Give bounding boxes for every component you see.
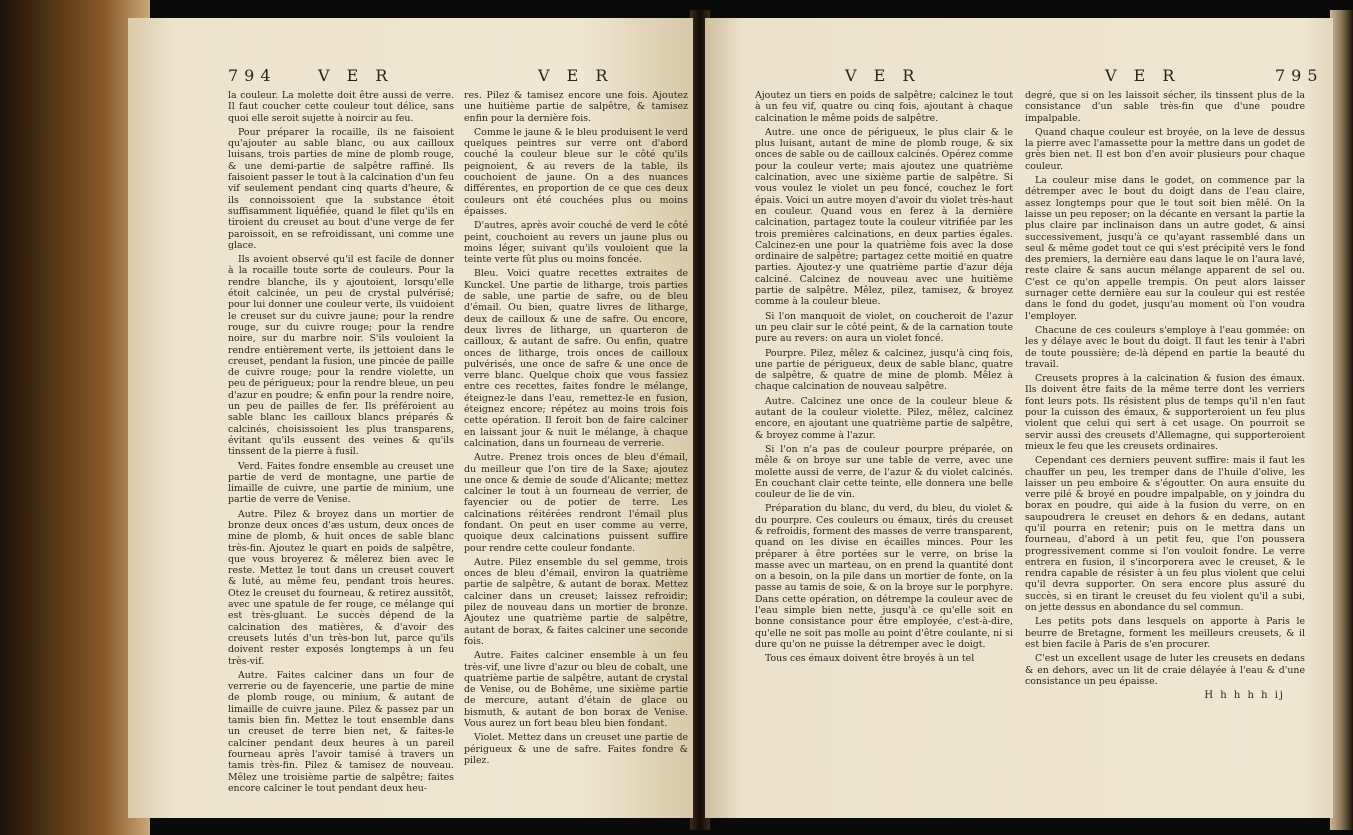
paragraph: Si l'on manquoit de violet, on coucheroit de l'azur un peu clair sur le côté peint, & de la carnation toute pure au revers: on aura un violet foncé.	[755, 310, 1013, 345]
right-column-2	[1025, 90, 1305, 810]
paragraph: Autre. Calcinez une once de la couleur bleue & autant de la couleur violette. Pilez, mêlez, calcinez encore, en ajoutant une quatrième partie de salpêtre, & broyez comme à l'azur.	[755, 395, 1013, 441]
paragraph: Autre. Faites calciner dans un four de verrerie ou de fayencerie, une partie de mine de plomb rouge, ou minium, & autant de limaille de cuivre jaune. Pilez & passez par un tamis bien fin. Mettez le tout ensemble dans un creuset de terre bien net, & faites-le calciner pendant deux heures à un pareil fourneau après l'avoir tamisé à travers un tamis très-fin. Pilez & tamisez de nouveau. Mêlez une troisième partie de salpêtre; faites encore calciner le tout pendant deux heu-	[228, 669, 454, 794]
paragraph: Pour préparer la rocaille, ils ne faisoient qu'ajouter au sable blanc, ou aux cailloux luisans, trois parties de mine de plomb rouge, & une demi-partie de salpêtre raffiné. Ils faisoient passer le tout à la calcination d'un feu vif seulement pendant cinq quarts d'heure, & ils connoissoient que la substance étoit suffisamment liquéfiée, quand le filet qu'ils en tiroient du creuset au bout d'une verge de fer paroissoit, en se refroidissant, uni comme une glace.	[228, 126, 454, 251]
left-page-number: 794	[228, 66, 277, 85]
right-running-head-b: V E R	[1105, 66, 1181, 85]
paragraph: Comme le jaune & le bleu produisent le verd quelques peintres sur verre ont d'abord couché la couleur bleue sur le côté qu'ils peignoient, & au revers de la table, ils couchoient de jaune. On a des nuances différentes, en proportion de ce que ces deux couleurs ont été couchées plus ou moins épaisses.	[464, 126, 688, 217]
paragraph: Les petits pots dans lesquels on apporte à Paris le beurre de Bretagne, forment les meilleurs creusets, & il est bien facile à Paris de s'en procurer.	[1025, 616, 1305, 650]
paragraph: Si l'on n'a pas de couleur pourpre préparée, on mêle & on broye sur une table de verre, avec une molette aussi de verre, de l'azur & du violet calcinés. En couchant clair cette teinte, elle donnera une belle couleur de lie de vin.	[755, 443, 1013, 501]
paragraph: Préparation du blanc, du verd, du bleu, du violet & du pourpre. Ces couleurs ou émaux, tirés du creuset & refroidis, forment des masses de verre transparent, quand on les divise en écailles minces. Pour les préparer à être portées sur le verre, on brise la masse avec un marteau, on en prend la quantité dont on a besoin, on la pile dans un mortier de fonte, on la passe au tamis de soie, & on la broye sur le porphyre. Dans cette opération, on détrempe la couleur avec de l'eau simple bien nette, jusqu'à ce qu'elle soit en bonne consistance pour être employée, c'est-à-dire, qu'elle ne soit pas molle au point d'être coulante, ni si dure qu'on ne puisse la détremper avec le doigt.	[755, 503, 1013, 650]
paragraph: Tous ces émaux doivent être broyés à un tel	[765, 653, 975, 665]
paragraph: Ils avoient observé qu'il est facile de donner à la rocaille toute sorte de couleurs. Pour la rendre blanche, ils y ajoutoient, lorsqu'elle étoit calcinée, un peu de crystal pulvérisé; pour lui donner une couleur verte, ils vuidoient le creuset sur du cuivre jaune; pour la rendre rouge, sur du cuivre rouge; pour la rendre noire, sur du marbre noir. S'ils vouloient la rendre entièrement verte, ils jettoient dans le creuset, pendant la fusion, une pincée de paille de cuivre rouge; pour la rendre violette, un peu de périgueux; pour la rendre bleue, un peu d'azur en poudre; & enfin pour la rendre noire, un peu de pailles de fer. Ils préféroient au sable blanc les cailloux blancs préparés & calcinés, choisissoient les plus transparens, évitant qu'ils eussent des veines & qu'ils tinssent de la pierre à fusil.	[228, 254, 454, 458]
paragraph: D'autres, après avoir couché de verd le côté peint, couchoient au revers un jaune plus ou moins léger, suivant qu'ils vouloient que la teinte verte fût plus ou moins foncée.	[464, 220, 688, 266]
paragraph: Autre. une once de périgueux, le plus clair & le plus luisant, autant de mine de plomb rouge, & six onces de sable ou de cailloux calcinés. Opérez comme pour la couleur verte; mais ajoutez une quatrième calcination, avec une sixième partie de salpêtre. Si vous voulez le violet un peu foncé, couchez le fort épais. Voici un autre moyen d'avoir du violet très-haut en couleur. Quand vous en ferez à la dernière calcination, partagez toute la couleur vitrifiée par les trois premières calcinations, en deux parties égales. Calcinez-en une pour la quatrième fois avec la dose ordinaire de salpêtre; partagez cette moitié en quatre parties. Ajoutez-y une quatrième partie d'azur déja calciné. Calcinez de nouveau avec une huitième partie de salpêtre. Mêlez, pilez, tamisez, & broyez comme à la couleur bleue.	[755, 126, 1013, 308]
left-page	[128, 18, 693, 818]
left-running-head-b: V E R	[538, 66, 614, 85]
paragraph: Pourpre. Pilez, mêlez & calcinez, jusqu'à cinq fois, une partie de périgueux, deux de sable blanc, quatre de salpêtre, & quatre de mine de plomb. Mêlez à chaque calcination de nouveau salpêtre.	[755, 347, 1013, 393]
paragraph: Autre. Faites calciner ensemble à un feu très-vif, une livre d'azur ou bleu de cobalt, une quatrième partie de salpêtre, autant de crystal de Venise, ou de Bohême, une sixième partie de mercure, autant d'étain de glace ou bismuth, & autant de bon borax de Venise. Vous aurez un fort beau bleu bien fondant.	[464, 650, 688, 730]
left-column-1	[228, 90, 454, 810]
left-running-head-a: V E R	[318, 66, 394, 85]
paragraph: Bleu. Voici quatre recettes extraites de Kunckel. Une partie de litharge, trois parties de sable, une partie de safre, ou de bleu d'émail. Ou bien, quatre livres de litharge, deux de cailloux & une de safre. Ou encore, deux livres de litharge, un quarteron de cailloux, & autant de safre. Ou enfin, quatre onces de litharge, trois onces de cailloux pulvérisés, une once de safre & une once de verre blanc. Quelque choix que vous fassiez entre ces recettes, faites fondre le mélange, éteignez-le dans l'eau, remettez-le en fusion, éteignez encore; répétez au moins trois fois cette opération. Il feroit bon de faire calciner en laissant jour & nuit le mélange, à chaque calcination, dans un fourneau de verrerie.	[464, 268, 688, 449]
paragraph: Autre. Pilez ensemble du sel gemme, trois onces de bleu d'émail, environ la quatrième partie de salpêtre, & autant de borax. Mettez calciner dans un creuset; laissez refroidir; pilez de nouveau dans un mortier de bronze. Ajoutez une quatrième partie de salpêtre, autant de borax, & faites calciner une seconde fois.	[464, 556, 688, 647]
paragraph: La couleur mise dans le godet, on commence par la détremper avec le bout du doigt dans de l'eau claire, assez longtemps pour que le tout soit bien mêlé. On la laisse un peu reposer; on la décante en versant la partie la plus claire par inclinaison dans un autre godet, & ainsi successivement, jusqu'à ce qu'ayant rassemblé dans un seul & même godet tout ce qui s'est précipité vers le fond des premiers, la dernière eau dans laque le on l'aura lavé, reste claire & sans aucun mélange apparent de sel ou. C'est ce qu'on appelle trempis. On peut alors laisser surnager cette dernière eau sur la couleur qui est restée dans le fond du godet, jusqu'au moment où l'on voudra l'employer.	[1025, 175, 1305, 322]
paragraph: degré, que si on les laissoit sécher, ils tinssent plus de la consistance d'un sable très-fin que d'une poudre impalpable.	[1025, 90, 1305, 124]
right-page	[705, 18, 1333, 818]
right-column-1	[755, 90, 1013, 810]
signature-mark: H h h h h ij	[1204, 690, 1285, 702]
left-column-2	[464, 90, 688, 810]
paragraph: Autre. Pilez & broyez dans un mortier de bronze deux onces d'æs ustum, deux onces de mine de plomb, & huit onces de sable blanc très-fin. Ajoutez le quart en poids de salpêtre, que vous broyerez & mêlerez bien avec le reste. Mettez le tout dans un creuset couvert & luté, au même feu, pendant trois heures. Otez le creuset du fourneau, & retirez aussitôt, avec une spatule de fer rouge, ce mélange qui est très-gluant. Le succès dépend de la calcination des matières, & d'avoir des creusets lutés d'un très-bon lut, parce qu'ils doivent rester exposés longtemps à un feu très-vif.	[228, 508, 454, 667]
right-page-number: 795	[1275, 66, 1324, 85]
paragraph: Ajoutez un tiers en poids de salpêtre; calcinez le tout à un feu vif, quatre ou cinq fois, ajoutant à chaque calcination le même poids de salpêtre.	[755, 90, 1013, 124]
paragraph: C'est un excellent usage de luter les creusets en dedans & en dehors, avec un lit de craie délayée à l'eau & d'une consistance un peu épaisse.	[1025, 653, 1305, 687]
book-edge-right	[1330, 10, 1353, 830]
paragraph: Autre. Prenez trois onces de bleu d'émail, du meilleur que l'on tire de la Saxe; ajoutez une once & demie de soude d'Alicante; mettez calciner le tout à un fourneau de verrier, de fayencier ou de potier de terre. Les calcinations réitérées rendront l'émail plus fondant. On peut en user comme au verre, quoique deux calcinations puissent suffire pour rendre cette couleur fondante.	[464, 452, 688, 554]
paragraph: res. Pilez & tamisez encore une fois. Ajoutez une huitième partie de salpêtre, & tamisez enfin pour la dernière fois.	[464, 90, 688, 124]
paragraph: Violet. Mettez dans un creuset une partie de périgueux & une de safre. Faites fondre & pilez.	[464, 732, 688, 766]
paragraph: la couleur. La molette doit être aussi de verre. Il faut coucher cette couleur tout délice, sans quoi elle seroit sujette à noircir au feu.	[228, 90, 454, 124]
paragraph: Verd. Faites fondre ensemble au creuset une partie de verd de montagne, une partie de limaille de cuivre, une partie de minium, une partie de verre de Venise.	[228, 460, 454, 506]
paragraph: Creusets propres à la calcination & fusion des émaux. Ils doivent être faits de la même terre dont les verriers font leurs pots. Ils résistent plus de temps qu'il n'en faut pour la cuisson des émaux, & supporteroient un feu plus violent que celui qui sert à cet usage. On pourroit se servir aussi des creusets d'Allemagne, qui supporteroient mieux le feu que les creusets ordinaires.	[1025, 373, 1305, 452]
paragraph: Cependant ces derniers peuvent suffire: mais il faut les chauffer un peu, les tremper dans de l'huile d'olive, les laisser un peu emboire & s'égoutter. On aura ensuite du verre pilé & broyé en poudre impalpable, on y joindra du borax en poudre, qui aide à la fusion du verre, on en saupoudrera le creuset en dehors & en dedans, autant qu'il pourra en retenir; puis on le mettra dans un fourneau, d'abord à un petit feu, que l'on poussera progressivement comme si l'on vouloit fondre. Le verre entrera en fusion, il s'incorporera avec le creuset, & le rendra capable de résister à un feu plus violent que celui qu'il devra supporter. On sera encore plus assuré du succès, si en tirant le creuset du feu violent qu'il a subi, on jette dessus en abondance du sel commun.	[1025, 455, 1305, 614]
right-running-head-a: V E R	[845, 66, 921, 85]
paragraph: Chacune de ces couleurs s'employe à l'eau gommée: on les y délaye avec le bout du doigt. Il faut les tenir à l'abri de toute poussière; de-là dépend en partie la beauté du travail.	[1025, 324, 1305, 370]
paragraph: Quand chaque couleur est broyée, on la leve de dessus la pierre avec l'amassette pour la mettre dans un godet de grès bien net. Il est bon d'en avoir plusieurs pour chaque couleur.	[1025, 126, 1305, 172]
